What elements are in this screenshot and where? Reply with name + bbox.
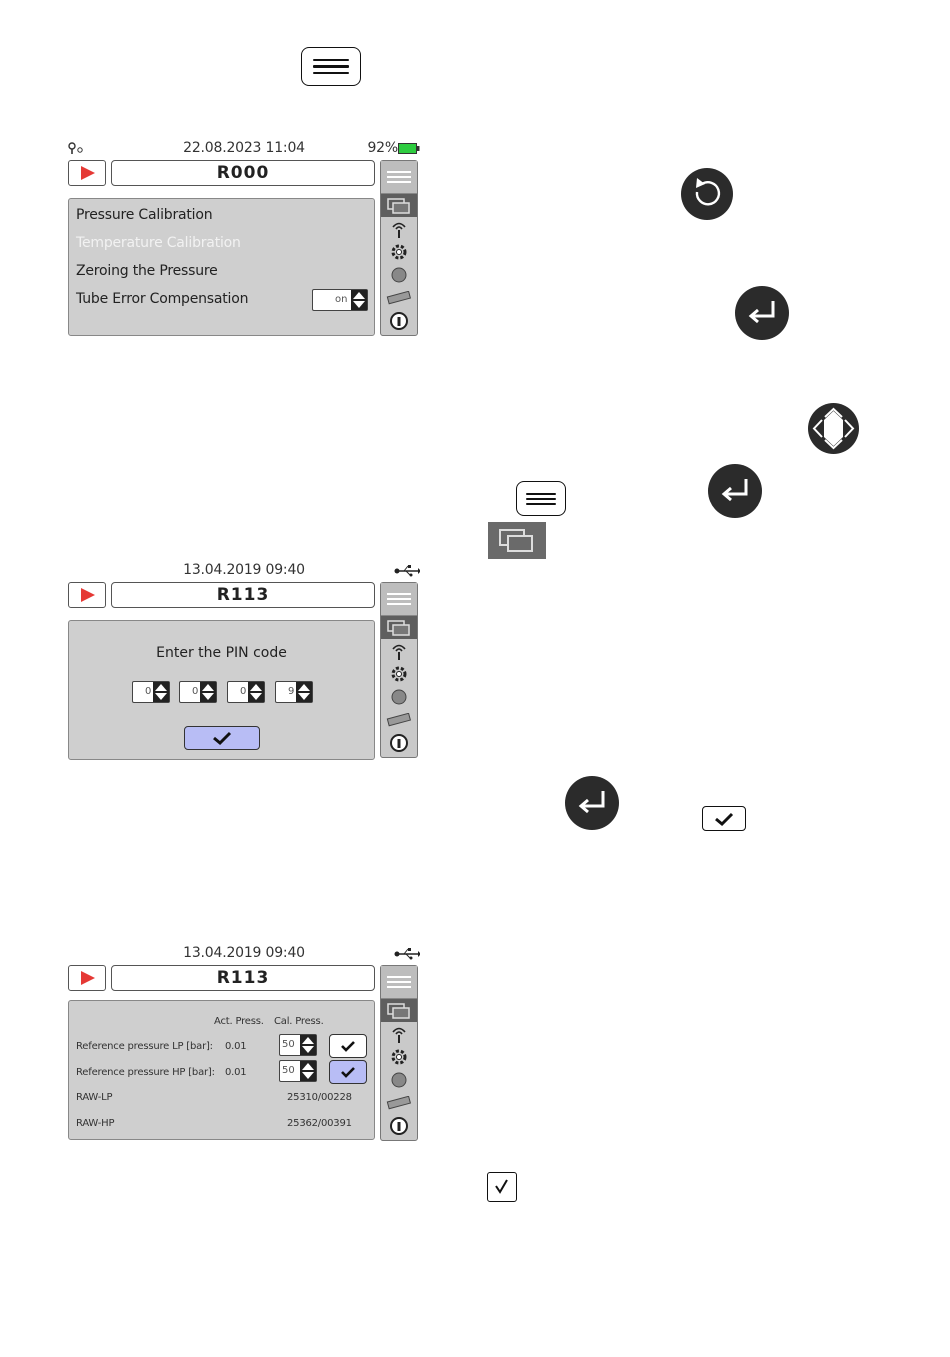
raw-lp-label: RAW-LP — [76, 1092, 113, 1103]
pin-digit-3[interactable]: 0 — [227, 681, 265, 703]
menu-line — [526, 498, 556, 500]
date-time: 22.08.2023 11:04 — [183, 140, 305, 156]
play-button[interactable] — [68, 965, 106, 991]
row-label-lp: Reference pressure LP [bar]: — [76, 1041, 213, 1052]
cal-stepper-hp[interactable]: 50 — [279, 1060, 317, 1082]
back-icon[interactable] — [681, 168, 733, 220]
pin-digit-4[interactable]: 9 — [275, 681, 313, 703]
confirm-hp-button[interactable] — [329, 1060, 367, 1084]
menu-item-tube-error-compensation[interactable]: Tube Error Compensation — [76, 291, 249, 307]
act-value-lp: 0.01 — [225, 1041, 247, 1052]
screen-title: R113 — [111, 582, 375, 608]
menu-item-temperature-calibration[interactable]: Temperature Calibration — [76, 235, 241, 251]
usb-icon — [394, 947, 420, 961]
sidebar — [380, 582, 418, 758]
navigation-pad-icon[interactable] — [808, 403, 859, 454]
globe-icon[interactable] — [381, 1068, 417, 1091]
screens-icon[interactable] — [381, 194, 417, 217]
sidebar-menu-button[interactable] — [381, 161, 417, 194]
play-button[interactable] — [68, 582, 106, 608]
screens-icon[interactable] — [381, 616, 417, 639]
menu-line — [313, 72, 349, 75]
play-icon — [69, 966, 105, 990]
date-time: 13.04.2019 09:40 — [183, 562, 305, 578]
status-bar — [68, 562, 420, 580]
column-header-cal: Cal. Press. — [274, 1016, 324, 1027]
battery-icon — [398, 143, 420, 154]
spin-arrows-icon[interactable] — [200, 682, 216, 702]
menu-line — [313, 65, 349, 68]
spin-arrows-icon[interactable] — [296, 682, 312, 702]
pin-entry-panel — [68, 620, 375, 760]
usb-icon — [394, 564, 420, 578]
pin-digit-2[interactable]: 0 — [179, 681, 217, 703]
confirm-checkmark-button[interactable] — [702, 806, 746, 831]
gear-icon[interactable] — [381, 240, 417, 263]
pressure-calibration-panel — [68, 1000, 375, 1140]
sidebar-menu-button[interactable] — [381, 583, 417, 616]
info-icon[interactable] — [381, 1114, 417, 1137]
antenna-icon[interactable] — [381, 639, 417, 662]
antenna-icon[interactable] — [381, 1022, 417, 1045]
menu-item-pressure-calibration[interactable]: Pressure Calibration — [76, 207, 213, 223]
checkmark-icon — [339, 1065, 357, 1079]
screen-title: R000 — [111, 160, 375, 186]
menu-line — [526, 503, 556, 505]
column-header-act: Act. Press. — [214, 1016, 264, 1027]
enter-icon[interactable] — [735, 286, 789, 340]
sidebar — [380, 160, 418, 336]
device-screen-2 — [68, 562, 420, 760]
checkbox-checked-icon[interactable] — [487, 1172, 517, 1202]
sidebar — [380, 965, 418, 1141]
pin-prompt: Enter the PIN code — [156, 645, 287, 661]
spin-arrows-icon[interactable] — [248, 682, 264, 702]
cal-stepper-lp[interactable]: 50 — [279, 1034, 317, 1056]
confirm-button[interactable] — [184, 726, 260, 750]
menu-button-inline[interactable] — [516, 481, 566, 516]
menu-line — [526, 493, 556, 495]
date-time: 13.04.2019 09:40 — [183, 945, 305, 961]
gear-icon[interactable] — [381, 1045, 417, 1068]
spin-arrows-icon[interactable] — [153, 682, 169, 702]
antenna-icon[interactable] — [381, 217, 417, 240]
calibration-menu-panel — [68, 198, 375, 336]
raw-hp-value: 25362/00391 — [287, 1118, 352, 1129]
device-screen-3 — [68, 945, 420, 1143]
confirm-lp-button[interactable] — [329, 1034, 367, 1058]
toggle-value: on — [335, 294, 348, 305]
ruler-icon[interactable] — [381, 1091, 417, 1114]
raw-lp-value: 25310/00228 — [287, 1092, 352, 1103]
screens-icon[interactable] — [488, 522, 546, 559]
screen-title: R113 — [111, 965, 375, 991]
checkmark-icon — [713, 811, 735, 827]
row-label-hp: Reference pressure HP [bar]: — [76, 1067, 215, 1078]
status-bar — [68, 945, 420, 963]
menu-item-zeroing-pressure[interactable]: Zeroing the Pressure — [76, 263, 218, 279]
ruler-icon[interactable] — [381, 708, 417, 731]
spin-arrows-icon[interactable] — [300, 1035, 316, 1055]
ruler-icon[interactable] — [381, 286, 417, 309]
spin-arrows-icon[interactable] — [351, 290, 367, 310]
play-icon — [69, 161, 105, 185]
act-value-hp: 0.01 — [225, 1067, 247, 1078]
tube-error-toggle[interactable] — [312, 289, 368, 311]
screens-icon[interactable] — [381, 999, 417, 1022]
enter-icon[interactable] — [565, 776, 619, 830]
play-icon — [69, 583, 105, 607]
info-icon[interactable] — [381, 731, 417, 754]
device-screen-1 — [68, 140, 420, 336]
gear-icon[interactable] — [381, 662, 417, 685]
globe-icon[interactable] — [381, 263, 417, 286]
globe-icon[interactable] — [381, 685, 417, 708]
status-bar — [68, 140, 420, 158]
enter-icon[interactable] — [708, 464, 762, 518]
menu-line — [313, 59, 349, 62]
spin-arrows-icon[interactable] — [300, 1061, 316, 1081]
raw-hp-label: RAW-HP — [76, 1118, 115, 1129]
pin-digit-1[interactable]: 0 — [132, 681, 170, 703]
menu-button-top[interactable] — [301, 47, 361, 86]
checkmark-icon — [211, 730, 233, 746]
battery-percent: 92% — [367, 140, 398, 156]
sidebar-menu-button[interactable] — [381, 966, 417, 999]
play-button[interactable] — [68, 160, 106, 186]
checkmark-icon — [339, 1039, 357, 1053]
info-icon[interactable] — [381, 309, 417, 332]
